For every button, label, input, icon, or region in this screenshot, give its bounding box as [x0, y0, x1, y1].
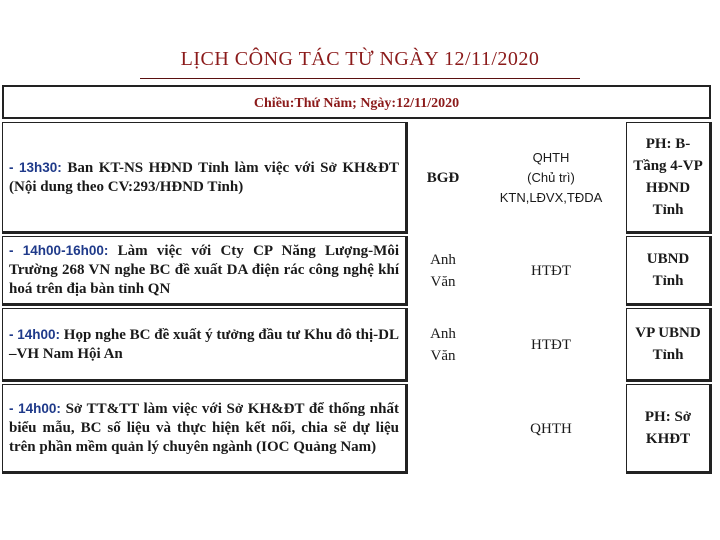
row-2-time: - 14h00-16h00: [9, 243, 109, 258]
row-3-attendee-line2: Văn [430, 348, 456, 364]
row-1-prep-line3: KTN,LĐVX,TĐDA [499, 190, 603, 205]
row-1-description: Ban KT-NS HĐND Tỉnh làm việc với Sở KH&ĐT (Nội dung theo CV:293/HĐND Tỉnh) [9, 159, 399, 195]
row-4-time: - 14h00: [9, 401, 61, 416]
row-3-description: Họp nghe BC đề xuất ý tưởng đầu tư Khu đô thị-DL –VH Nam Hội An [9, 326, 399, 362]
row-2-prep-text: HTĐT [531, 263, 571, 279]
row-3-attendee-line1: Anh [430, 326, 456, 342]
row-4-description: Sở TT&TT làm việc với Sở KH&ĐT để thống nhất biểu mẫu, BC số liệu và thực hiện kết nối, chia sẽ dự liệu trên phần mềm quản lý chuyên ngành (IOC Quảng Nam) [9, 401, 399, 455]
row-1-location-text: PH: B-Tầng 4-VP HĐND Tỉnh [633, 136, 703, 218]
row-2-location-text: UBND Tỉnh [646, 251, 690, 289]
row-2-attendee-line1: Anh [430, 252, 456, 268]
row-3-content [2, 308, 408, 382]
row-2-attendee-line2: Văn [430, 274, 456, 290]
row-3-prep [478, 308, 624, 382]
row-1-attendee [410, 122, 476, 234]
date-header: Chiều:Thứ Năm; Ngày:12/11/2020 [2, 85, 711, 119]
row-3-location [626, 308, 712, 382]
row-2-content [2, 236, 408, 306]
row-4-location [626, 384, 712, 474]
row-1-content [2, 122, 408, 234]
page-title: LỊCH CÔNG TÁC TỪ NGÀY 12/11/2020 [180, 48, 540, 70]
row-2-location [626, 236, 712, 306]
row-4-content [2, 384, 408, 474]
row-2-prep [478, 236, 624, 306]
row-4-prep [478, 384, 624, 474]
row-4-attendee [410, 384, 476, 474]
row-1-prep-line2: (Chủ trì) [527, 170, 575, 185]
row-1-prep-line1: QHTH [532, 150, 570, 165]
row-3-time: - 14h00: [9, 326, 61, 342]
row-3-attendee [410, 308, 476, 382]
row-3-location-text: VP UBND Tỉnh [635, 325, 701, 363]
row-4-location-text: PH: Sở KHĐT [644, 409, 692, 447]
row-1-prep [478, 140, 624, 216]
title-underline [140, 78, 580, 79]
row-2-attendee [410, 236, 476, 306]
row-1-time: - 13h30: [9, 159, 62, 175]
row-2-description: Làm việc với Cty CP Năng Lượng-Môi Trường 268 VN nghe BC đề xuất DA điện rác công nghệ khí hoá trên địa bàn tỉnh QN [9, 243, 399, 297]
row-1-location [626, 122, 712, 234]
row-3-prep-text: HTĐT [531, 337, 571, 353]
row-1-attendee-text: BGĐ [426, 170, 460, 186]
row-4-prep-text: QHTH [530, 421, 572, 437]
